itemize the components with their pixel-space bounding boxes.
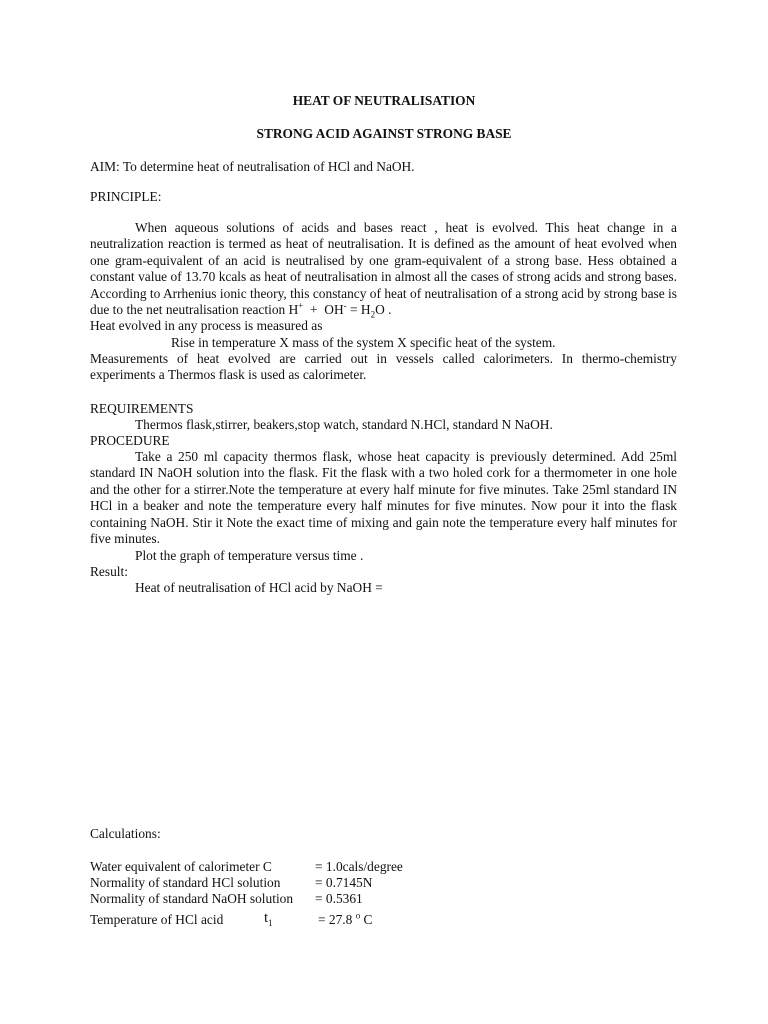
temp-value: = 27.8 $^o$ C [318,910,373,927]
principle-heading: PRINCIPLE: [90,189,162,204]
calc-label: Temperature of HCl acid [90,912,224,927]
calc-value: = 0.7145N [315,875,373,890]
procedure-text: Take a 250 ml capacity thermos flask, whose heat capacity is previously determined. Add 25ml standard IN NaOH solution into the flask. Fit the flask with a two holed cork for a thermometer in one hole and the other for a stirrer.Note the temperature at every half minute for five minutes. Take 25ml standard IN HCl in a beaker and note the temperature every half minutes for five minutes. Now pour it into the flask containing NaOH. Stir it Note the exact time of mixing and gain note the temperature every half minutes for five minutes. [90,449,677,547]
result-text: Heat of neutralisation of HCl acid by NaOH = [135,580,383,595]
principle-paragraph [90,220,677,318]
principle-text: When aqueous solutions of acids and bases react , heat is evolved. This heat change in a neutralization reaction is termed as heat of neutralisation. It is defined as the amount of heat evolved when one gram-equivalent of an acid is neutralised by one gram-equivalent of a strong base. Hess obtained a constant value of 13.70 kcals as heat of neutralisation in almost all the cases of strong acids and strong bases. According to Arrhenius ionic theory, this constancy of heat of neutralisation of a strong acid by strong base is due to the net neutralisation reaction [90,220,677,318]
requirements-text: Thermos flask,stirrer, beakers,stop watch, standard N.HCl, standard N NaOH. [135,417,553,432]
calc-label: Water equivalent of calorimeter C [90,859,272,874]
result-heading: Result: [90,564,128,579]
heat-measure-line: Heat evolved in any process is measured as [90,318,323,333]
calc-value: = 1.0cals/degree [315,859,403,874]
temp-symbol: $t_1$ [264,910,273,928]
reaction-equation: $H^+ + OH^- = H_2O$ . [288,300,392,320]
page-title: HEAT OF NEUTRALISATION [292,93,476,108]
calc-label: Normality of standard HCl solution [90,875,281,890]
heat-formula: Rise in temperature X mass of the system X specific heat of the system. [171,335,556,350]
calculations-heading: Calculations: [90,826,161,841]
calc-value: = 0.5361 [315,891,363,906]
requirements-heading: REQUIREMENTS [90,401,194,416]
page-subtitle: STRONG ACID AGAINST STRONG BASE [256,126,512,141]
calorimeter-paragraph: Measurements of heat evolved are carried out in vessels called calorimeters. In thermo-chemistry experiments a Thermos flask is used as calorimeter. [90,351,677,383]
plot-instruction: Plot the graph of temperature versus time . [135,548,364,563]
calc-label: Normality of standard NaOH solution [90,891,294,906]
aim-text: AIM: To determine heat of neutralisation of HCl and NaOH. [90,159,415,174]
procedure-heading: PROCEDURE [90,433,170,448]
